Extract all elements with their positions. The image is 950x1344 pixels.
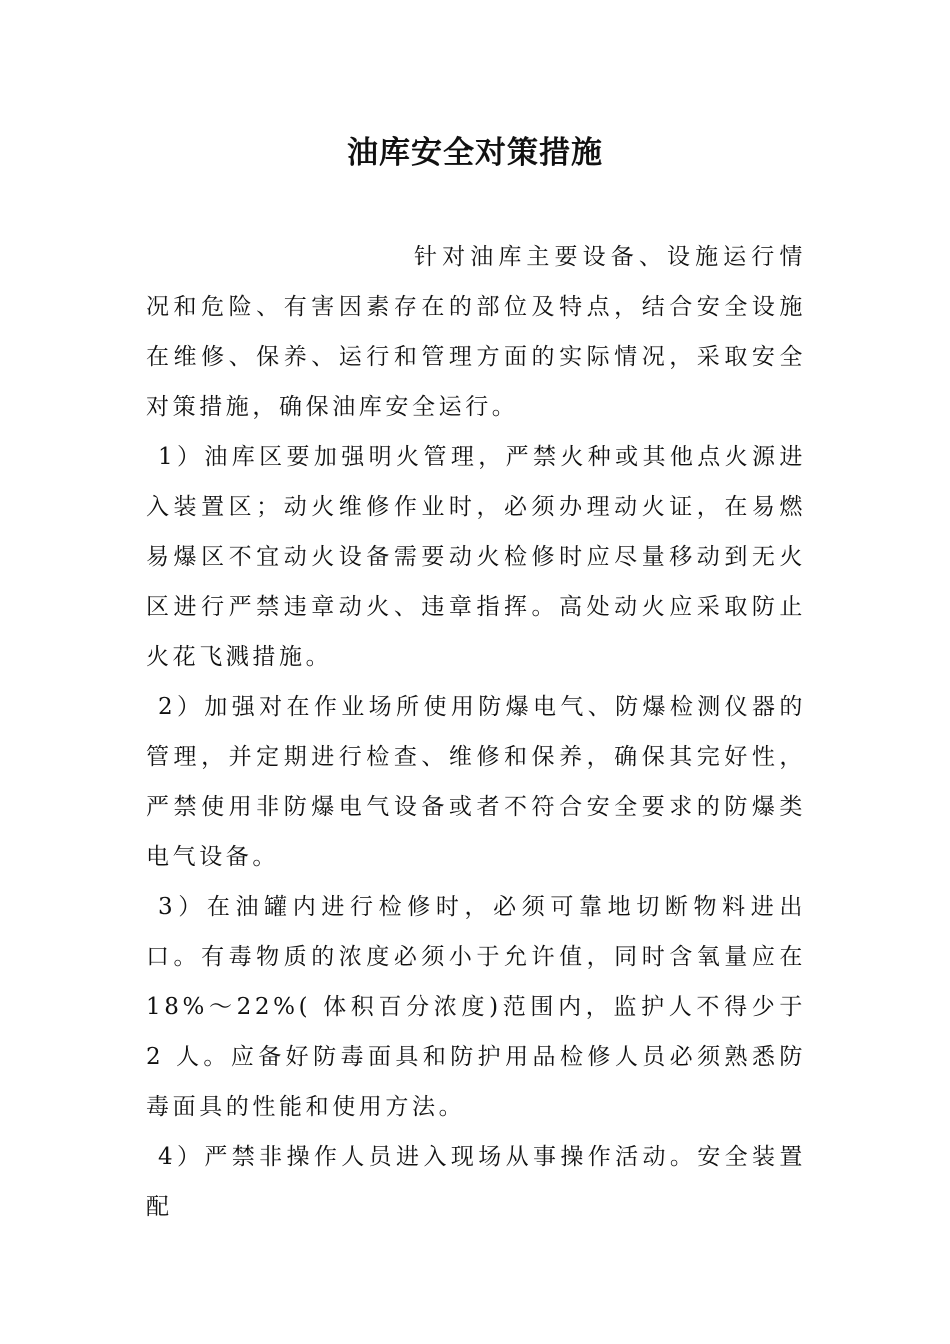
measure-3-paragraph: 3）在油罐内进行检修时，必须可靠地切断物料进出口。有毒物质的浓度必须小于允许值，同时含氧量应在 18%～22%( 体积百分浓度)范围内，监护人不得少于 2 人。应备好防毒面具和防护用品检修人员必须熟悉防毒面具的性能和使用方法。 [146, 894, 806, 1120]
intro-paragraph: 针对油库主要设备、设施运行情况和危险、有害因素存在的部位及特点，结合安全设施在维修、保养、运行和管理方面的实际情况，采取安全对策措施，确保油库安全运行。 [146, 244, 806, 420]
measure-1-paragraph: 1）油库区要加强明火管理，严禁火种或其他点火源进入装置区；动火维修作业时，必须办理动火证，在易燃易爆区不宜动火设备需要动火检修时应尽量移动到无火区进行严禁违章动火、违章指挥。高处动火应采取防止火花飞溅措施。 [146, 444, 806, 670]
document-title: 油库安全对策措施 [347, 135, 603, 171]
measure-2-paragraph: 2）加强对在作业场所使用防爆电气、防爆检测仪器的管理，并定期进行检查、维修和保养，确保其完好性，严禁使用非防爆电气设备或者不符合安全要求的防爆类电气设备。 [146, 694, 806, 870]
measure-4-paragraph: 4）严禁非操作人员进入现场从事操作活动。安全装置配 [146, 1144, 806, 1220]
document-body [146, 232, 806, 1232]
